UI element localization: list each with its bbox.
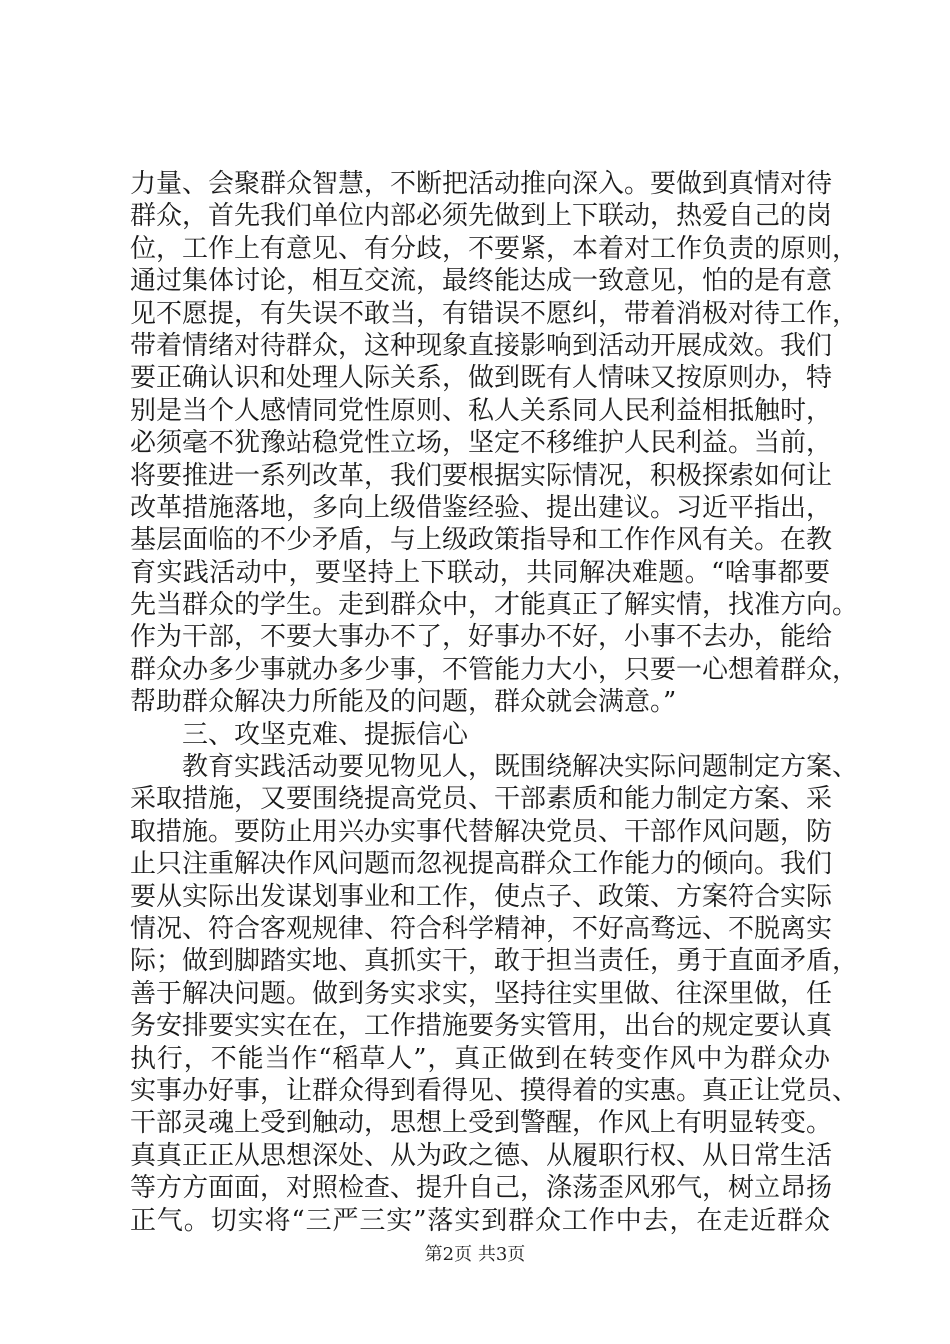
section-heading-3: 三、攻坚克难、提振信心 (182, 719, 469, 750)
text-line: 位，工作上有意见、有分歧，不要紧，本着对工作负责的原则， (130, 233, 859, 264)
text-line: 带着情绪对待群众，这种现象直接影响到活动开展成效。我们 (130, 330, 833, 361)
text-line: 改革措施落地，多向上级借鉴经验、提出建议。习近平指出， (130, 492, 833, 523)
text-line: 干部灵魂上受到触动，思想上受到警醒，作风上有明显转变。 (130, 1108, 833, 1139)
text-line: 际；做到脚踏实地、真抓实干，敢于担当责任，勇于直面矛盾， (130, 946, 859, 977)
text-line: 善于解决问题。做到务实求实，坚持往实里做、往深里做，任 (130, 978, 833, 1009)
text-line: 帮助群众解决力所能及的问题，群众就会满意。” (130, 687, 677, 718)
text-line: 取措施。要防止用兴办实事代替解决党员、干部作风问题，防 (130, 816, 833, 847)
paragraph-2 (130, 751, 859, 1237)
text-line: 通过集体讨论，相互交流，最终能达成一致意见，怕的是有意 (130, 266, 833, 297)
text-line: 群众办多少事就办多少事，不管能力大小，只要一心想着群众， (130, 654, 859, 685)
text-line: 别是当个人感情同党性原则、私人关系同人民利益相抵触时， (130, 395, 833, 426)
text-line: 教育实践活动要见物见人，既围绕解决实际问题制定方案、 (182, 752, 859, 783)
text-line: 将要推进一系列改革，我们要根据实际情况，积极探索如何让 (130, 460, 833, 491)
text-line: 作为干部，不要大事办不了，好事办不好，小事不去办，能给 (130, 622, 833, 653)
text-line: 见不愿提，有失误不敢当，有错误不愿纠，带着消极对待工作， (130, 298, 859, 329)
text-line: 基层面临的不少矛盾，与上级政策指导和工作作风有关。在教 (130, 525, 833, 556)
text-line: 要从实际出发谋划事业和工作，使点子、政策、方案符合实际 (130, 881, 833, 912)
text-line: 务安排要实实在在，工作措施要务实管用，出台的规定要认真 (130, 1011, 833, 1042)
text-line: 真真正正从思想深处、从为政之德、从履职行权、从日常生活 (130, 1140, 833, 1171)
text-line: 止只注重解决作风问题而忽视提高群众工作能力的倾向。我们 (130, 849, 833, 880)
text-line: 先当群众的学生。走到群众中，才能真正了解实情，找准方向。 (130, 590, 859, 621)
paragraph-1 (130, 168, 859, 719)
text-line: 正气。切实将“三严三实”落实到群众工作中去，在走近群众 (130, 1205, 830, 1236)
document-body (130, 168, 859, 1237)
text-line: 执行，不能当作“稻草人”，真正做到在转变作风中为群众办 (130, 1043, 830, 1074)
text-line: 群众，首先我们单位内部必须先做到上下联动，热爱自己的岗 (130, 201, 833, 232)
text-line: 力量、会聚群众智慧，不断把活动推向深入。要做到真情对待 (130, 169, 833, 199)
text-line: 实事办好事，让群众得到看得见、摸得着的实惠。真正让党员、 (130, 1075, 859, 1106)
text-line: 采取措施，又要围绕提高党员、干部素质和能力制定方案、采 (130, 784, 833, 815)
text-line: 要正确认识和处理人际关系，做到既有人情味又按原则办，特 (130, 363, 833, 394)
page-number: 第2页 共3页 (424, 1244, 526, 1265)
text-line: 等方方面面，对照检查、提升自己，涤荡歪风邪气，树立昂扬 (130, 1173, 833, 1204)
text-line: 情况、符合客观规律、符合科学精神，不好高骛远、不脱离实 (130, 913, 833, 944)
text-line: 必须毫不犹豫站稳党性立场，坚定不移维护人民利益。当前， (130, 428, 833, 459)
text-line: 育实践活动中，要坚持上下联动，共同解决难题。“啥事都要 (130, 557, 830, 588)
